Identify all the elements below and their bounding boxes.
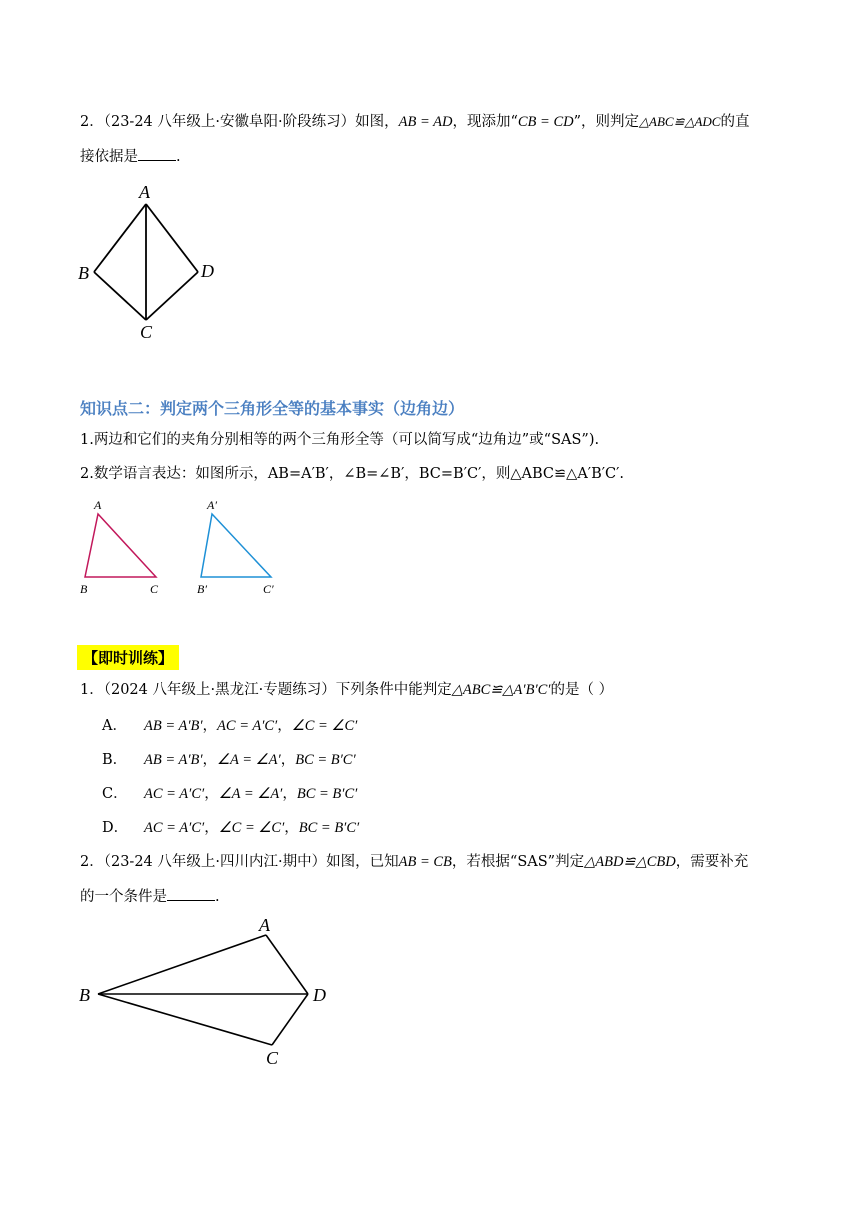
question-text: ，现添加“ <box>452 114 518 130</box>
condition-cb-cd: CB = CD <box>517 114 574 130</box>
option-condition: ∠A = ∠A′ <box>218 786 283 802</box>
option-d[interactable] <box>102 818 359 838</box>
section-line-2: 2.数学语言表达：如图所示，AB=A′B′，∠B=∠B′，BC=B′C′，则△ABC≌△A′B′C′. <box>80 466 625 482</box>
separator: ， <box>280 752 296 768</box>
option-condition: BC = B′C′ <box>298 820 360 836</box>
option-condition: ∠A = ∠A′ <box>217 752 281 768</box>
option-letter: A． <box>102 718 127 734</box>
option-letter: D． <box>102 820 129 836</box>
label-d: D <box>313 985 326 1005</box>
label-c: C <box>266 1048 279 1068</box>
option-condition: BC = B′C′ <box>296 786 358 802</box>
label-c: C <box>140 322 153 342</box>
separator: ， <box>202 718 218 734</box>
option-condition: AC = A′C′ <box>144 820 205 836</box>
label-b-prime: B′ <box>197 582 207 596</box>
question-text: 下列条件中能判定 <box>335 682 452 698</box>
label-c: C <box>150 582 159 596</box>
question-text: 接依据是 <box>80 149 138 165</box>
option-a[interactable] <box>102 716 357 736</box>
condition-ab-ad: AB = AD <box>398 114 453 130</box>
label-a: A <box>259 915 270 935</box>
figure-kite-abcd <box>70 178 230 348</box>
separator: ， <box>202 752 218 768</box>
question-text: . <box>176 149 181 165</box>
training-question-2 <box>80 852 748 872</box>
question-number: 2． <box>80 114 104 130</box>
question-source: （2024 八年级上·黑龙江·专题练习） <box>103 682 336 698</box>
label-a: A <box>139 182 150 202</box>
option-letter: B． <box>102 752 128 768</box>
question-text: . <box>215 889 220 905</box>
triangle-abc <box>85 514 156 577</box>
segment-cd <box>272 994 308 1045</box>
question-2-top <box>80 112 749 132</box>
question-number: 1． <box>80 682 104 698</box>
condition-ab-cb: AB = CB <box>398 854 452 870</box>
option-condition: BC = B′C′ <box>295 752 356 768</box>
question-text: ，需要补充 <box>675 854 749 870</box>
kite-lines <box>94 204 198 320</box>
question-number: 2． <box>80 854 104 870</box>
congruence-statement: △ABD≌△CBD <box>584 854 676 870</box>
triangle-a2b2c2 <box>201 514 271 577</box>
answer-blank[interactable] <box>138 146 176 161</box>
congruence-statement: △ABC≌△A′B′C′ <box>451 682 551 698</box>
figure-abd-cbd <box>70 910 350 1070</box>
separator: ， <box>284 820 299 836</box>
question-source: （23-24 八年级上·四川内江·期中） <box>103 854 327 870</box>
question-text: 的是（ ） <box>550 682 614 698</box>
question-text: 如图，已知 <box>326 854 399 870</box>
question-text: 的直 <box>720 114 750 130</box>
section-heading: 知识点二：判定两个三角形全等的基本事实（边角边） <box>80 399 465 418</box>
separator: ， <box>204 820 219 836</box>
segment-bc <box>94 272 146 320</box>
figure-lines <box>98 935 308 1045</box>
option-condition: ∠C = ∠C′ <box>291 718 358 734</box>
answer-blank[interactable] <box>167 886 215 901</box>
question-2-top-line2 <box>80 146 181 167</box>
separator: ， <box>204 786 219 802</box>
label-a-prime: A′ <box>207 498 217 512</box>
congruence-statement: △ABC≌△ADC <box>639 114 721 129</box>
label-b: B <box>80 582 88 596</box>
separator: ， <box>277 718 292 734</box>
question-text: ，若根据“SAS”判定 <box>451 854 585 870</box>
label-b: B <box>78 263 89 283</box>
section-line-1: 1.两边和它们的夹角分别相等的两个三角形全等（可以简写成“边角边”或“SAS”). <box>80 432 600 448</box>
training-badge: 【即时训练】 <box>77 645 179 670</box>
option-condition: AB = A′B′ <box>144 718 203 734</box>
label-c-prime: C′ <box>263 582 274 596</box>
question-source: （23-24 八年级上·安徽阜阳·阶段练习） <box>103 114 356 130</box>
option-condition: AC = A′C′ <box>217 718 278 734</box>
option-condition: ∠C = ∠C′ <box>218 820 285 836</box>
training-question-2-line2 <box>80 886 220 907</box>
figure-two-triangles <box>70 496 300 600</box>
option-letter: C． <box>102 786 128 802</box>
option-b[interactable] <box>102 750 356 770</box>
segment-ab <box>94 204 146 272</box>
question-text: ”，则判定 <box>573 114 640 130</box>
question-text: 的一个条件是 <box>80 889 167 905</box>
segment-ad <box>146 204 198 272</box>
segment-bc <box>98 994 272 1045</box>
training-question-1 <box>80 680 613 700</box>
option-condition: AB = A′B′ <box>144 752 203 768</box>
separator: ， <box>282 786 297 802</box>
segment-dc <box>146 272 198 320</box>
question-text: 如图， <box>355 114 399 130</box>
label-a: A <box>94 498 102 512</box>
option-condition: AC = A′C′ <box>144 786 205 802</box>
option-c[interactable] <box>102 784 357 804</box>
segment-ad <box>266 935 308 994</box>
label-b: B <box>79 985 90 1005</box>
label-d: D <box>201 261 214 281</box>
segment-ba <box>98 935 266 994</box>
